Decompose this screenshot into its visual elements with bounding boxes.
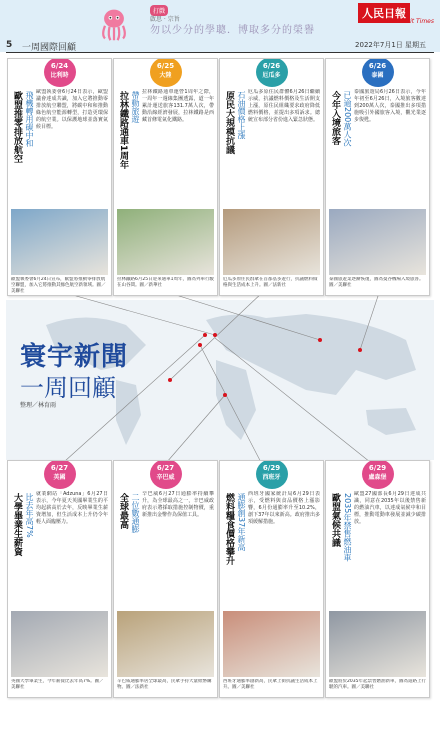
- news-headline: 今年入境旅客: [330, 91, 340, 145]
- news-photo: [117, 209, 214, 275]
- news-subhead: 二位數通膨: [131, 493, 140, 533]
- main-title: 寰宇新聞: [20, 342, 129, 372]
- news-date: 6/25: [156, 62, 175, 70]
- news-photo: [329, 209, 426, 275]
- header-rule: [6, 52, 434, 53]
- news-date: 6/27: [50, 464, 69, 472]
- news-headline: 全球最高: [118, 493, 128, 529]
- news-subhead: 2035年禁售燃油車: [343, 493, 352, 562]
- news-headline: 大學畢業生薪資: [12, 493, 22, 556]
- news-headline: 拉林鐵路通車1周年: [118, 91, 128, 170]
- photo-caption: 泰國旅遊業逐漸恢復，圖為曼谷機場入境旅客。圖／美聯社: [329, 277, 424, 288]
- news-body: 西班牙國家統計局6月29日表示，受燃料與食品價格上漲影響，6月份通膨率升至10.2%，創下37年以來新高。政府推出多項緩解措施。: [248, 491, 320, 525]
- news-date: 6/26: [368, 62, 387, 70]
- slogan: 勿以少分的學聰．博取多分的榮譽: [150, 25, 315, 36]
- news-place: 英國: [53, 474, 66, 481]
- news-place: 厄瓜多: [262, 72, 281, 79]
- photo-caption: 辛巴威通膨率居全球最高，民眾手持大量紙幣購物。圖／法新社: [117, 679, 212, 690]
- news-photo: [11, 611, 108, 677]
- newspaper-logo: 人民日報: [358, 3, 410, 23]
- news-place: 辛巴威: [156, 474, 175, 481]
- octopus-mascot-icon: [96, 6, 132, 42]
- news-card: [219, 58, 324, 296]
- news-body: 就業網站「Adzuna」6月27日表示，今年夏天英國畢業生的平均起薪高於去年，反映畢業生薪資增加，但生活成本上升仍令年輕人面臨壓力。: [36, 491, 108, 525]
- news-place: 大陸: [159, 72, 172, 79]
- news-card: [325, 460, 430, 698]
- section-pill: 打戲: [150, 5, 168, 16]
- news-date: 6/24: [50, 62, 69, 70]
- news-place: 比利時: [50, 72, 69, 79]
- news-headline: 歐盟氣候共識: [330, 493, 340, 547]
- news-card: [113, 58, 218, 296]
- news-subhead: 帶動旅遊: [131, 91, 140, 123]
- news-photo: [223, 209, 320, 275]
- news-body: 歐盟27國部長6月29日達成共識，同意在2035年以後禁售新的燃油汽車，以達成氣候中和目標，推動電動車發展並減少碳排放。: [354, 491, 426, 525]
- date-place-tag: [256, 460, 288, 489]
- photo-caption: 拉林鐵路6月25日迎來通車1周年，圖為列車行駛在山谷間。圖／新華社: [117, 277, 214, 288]
- news-photo: [117, 611, 214, 677]
- news-card: [325, 58, 430, 296]
- issue-date: 2022年7月1日 星期五: [355, 41, 426, 49]
- news-photo: [223, 611, 320, 677]
- section-small: 啟思 · 宗旨: [150, 16, 180, 23]
- news-card: [7, 58, 112, 296]
- news-place: 泰國: [371, 72, 384, 79]
- date-place-tag: [150, 58, 182, 87]
- news-photo: [329, 611, 426, 677]
- news-photo: [11, 209, 108, 275]
- news-headline: 歐盟推零排放航空: [12, 91, 22, 163]
- news-date: 6/26: [262, 62, 281, 70]
- date-place-tag: [362, 58, 394, 87]
- date-place-tag: [44, 460, 76, 489]
- photo-caption: 厄瓜多原住民群眾在首都基多遊行，抗議燃料價格與生活成本上升。圖／法新社: [223, 277, 318, 288]
- newspaper-logo-en: The Merit Times: [385, 18, 434, 25]
- page-title: 一周國際回顧: [22, 43, 77, 52]
- news-subhead: 比去年高7%: [25, 493, 34, 538]
- masthead: [0, 0, 440, 52]
- news-card: [113, 460, 218, 698]
- news-date: 6/29: [262, 464, 281, 472]
- date-place-tag: [362, 460, 394, 489]
- news-headline: 燃料糧食價格攀升: [224, 493, 234, 565]
- page-number: 5: [6, 40, 13, 50]
- main-subtitle: 一周回顧: [20, 374, 116, 402]
- news-body: 拉林鐵路通車運營1周年之際，一周年一週線集團透露，道一年累計運送旅客131.7萬人次，帶動沿線經濟發展，拉林鐵路是西藏首條電氣化鐵路。: [142, 89, 214, 123]
- news-body: 厄瓜多原住民群體6月26日繼續示威，抗議燃料價格及生活開支上漲，原住民組織要求政府降低燃料價格，並提出多項訴求。總統宣布部分省份進入緊急狀態。: [248, 89, 320, 123]
- news-place: 西班牙: [262, 474, 281, 481]
- news-body: 泰國旅遊局6月26日表示，今年年初至6月26日，入境旅客數達到200萬人次，泰國推出多項措施吸引外國旅客入境，觀光業逐步復甦。: [354, 89, 426, 123]
- photo-caption: 歐盟將於2035年起禁售燃油新車，圖為道路上行駛的汽車。圖／美聯社: [329, 679, 426, 690]
- news-date: 6/27: [156, 464, 175, 472]
- date-place-tag: [150, 460, 182, 489]
- news-card: [7, 460, 112, 698]
- news-date: 6/29: [368, 464, 387, 472]
- news-headline: 原民大規模抗議: [224, 91, 234, 154]
- date-place-tag: [44, 58, 76, 87]
- photo-caption: 歐盟執委會6月24日宣布，歐盟將推動零排放航空聯盟，加入它將推動其綠色航空新領域。圖／美聯社: [11, 277, 106, 293]
- news-place: 盧森堡: [368, 474, 387, 481]
- news-body: 辛巴威6月27日通膨率持續攀升，為全球最高之一，辛巴威政府表示將採取措施控制物價，重新推出金幣作為保值工具。: [142, 491, 214, 518]
- photo-caption: 西班牙通膨率創新高，民眾上街抗議生活成本上升。圖／美聯社: [223, 679, 318, 690]
- date-place-tag: [256, 58, 288, 87]
- news-subhead: 飛機轉用碳中和: [25, 91, 34, 147]
- photo-caption: 英國大學畢業生，今年薪資比去年高7%。圖／美聯社: [11, 679, 104, 690]
- news-subhead: 通膨創37年新高: [237, 493, 246, 552]
- byline: 整理／林育雨: [20, 402, 57, 409]
- news-subhead: 石油價格上漲: [237, 91, 246, 139]
- news-card: [219, 460, 324, 698]
- news-subhead: 已逾200萬人次: [343, 91, 352, 147]
- news-body: 歐盟執委會6月24日表示，歐盟議會達成共識，加入它將推動零排放航空聯盟，將碳中和和推動綠色航空能源轉型，打造更環保的航空業。以保護地球並落實氣候目標。: [36, 89, 108, 130]
